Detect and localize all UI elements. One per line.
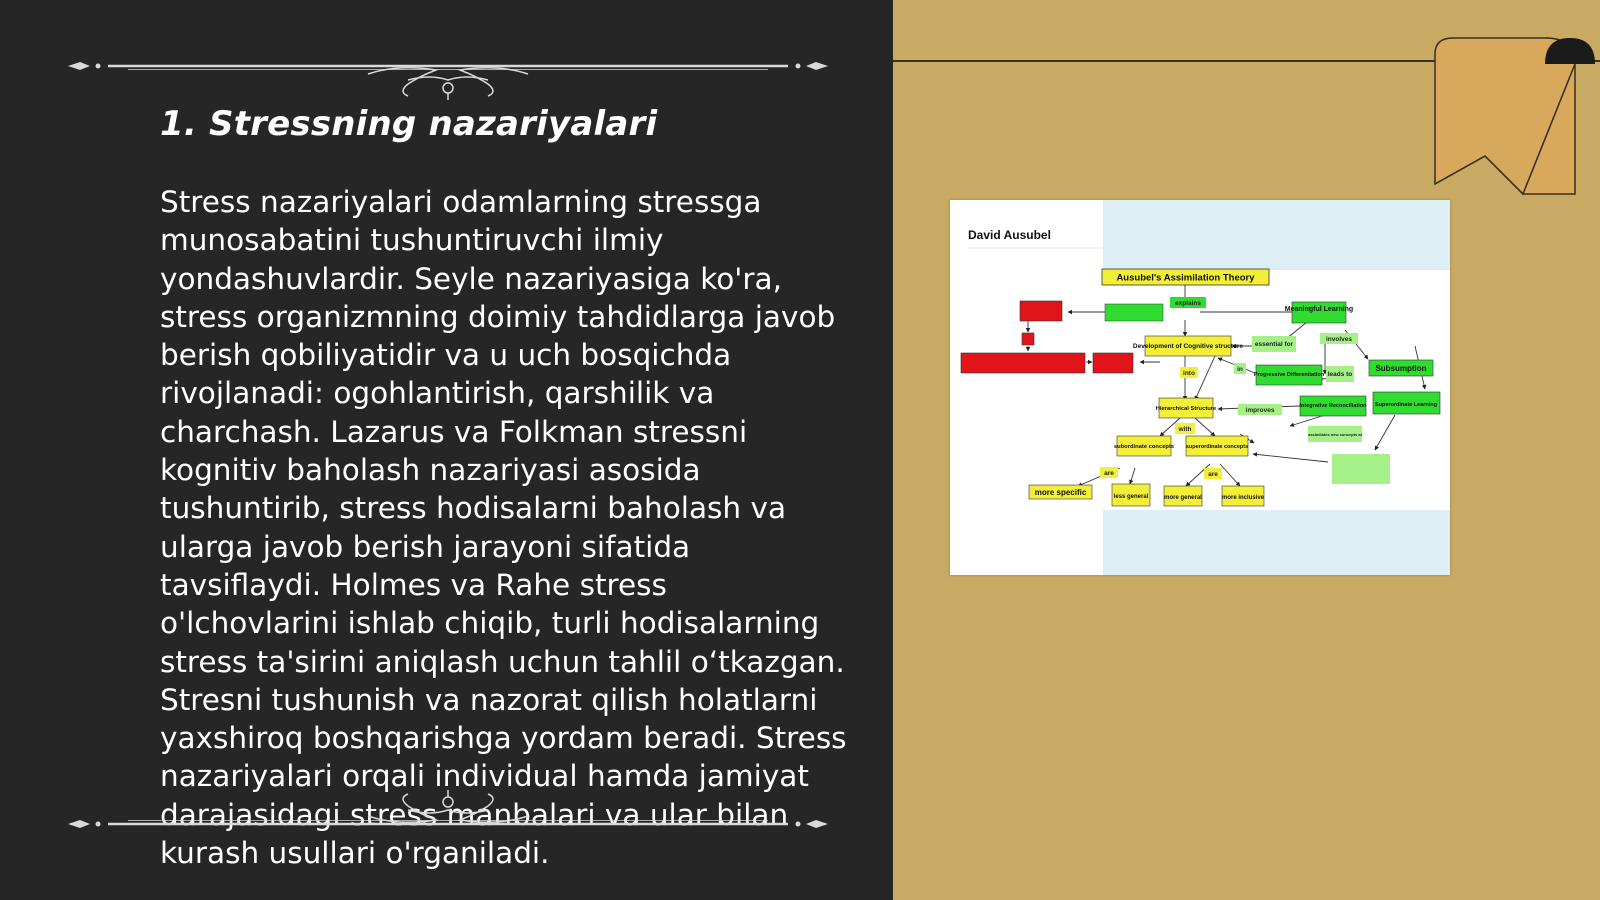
node-progressive: Progressive Differentiation [1253,372,1325,378]
edge-label-leads-to: leads to [1327,371,1353,378]
red-node-small [1022,333,1034,345]
node-superordinate-learning: Superordinate Learning [1374,402,1438,408]
edge-label-with: with [1178,426,1192,433]
edge-label-are-right: are [1208,471,1218,478]
green-node-distinguishes [1105,304,1163,321]
concept-map-image [950,200,1450,575]
slide-title: 1. Stressning nazariyalari [160,104,658,144]
node-subsumption: Subsumption [1375,364,1427,373]
node-superordinate-concepts: superordinate concepts [1185,444,1249,450]
red-node-rote [1020,301,1062,321]
edge-label-improves: improves [1245,407,1275,414]
node-more-general: more general [1164,495,1202,501]
edge-label-explains: explains [1174,300,1202,307]
edge-label-are-left: are [1104,470,1114,477]
diagram-caption: David Ausubel [968,228,1051,242]
edge-label-into: into [1183,370,1195,377]
edge-label-essential-for: essential for [1254,341,1294,348]
ornament-divider-bottom [68,782,828,832]
node-more-specific: more specific [1034,488,1087,497]
node-subordinate-concepts: subordinate concepts [1113,444,1175,450]
node-meaningful-learning: Meaningful Learning [1284,306,1354,313]
node-less-general: less general [1113,494,1149,500]
edge-label-in: in [1237,366,1243,373]
red-node-wide [961,353,1085,373]
bookmark-ribbon-icon [1425,34,1600,204]
edge-label-involves: involves [1325,336,1353,343]
node-integrative: Integrative Reconciliation [1299,403,1367,409]
edge-label-assimilates: assimilates new concepts at [1308,432,1362,437]
red-node-right [1093,353,1133,373]
node-more-inclusive: more inclusive [1221,495,1265,501]
ornament-divider-top [68,50,828,100]
node-hierarchical: Hierarchical Structure [1155,406,1217,412]
concept-map [950,200,1450,575]
node-development: Development of Cognitive structure [1132,343,1244,350]
diagram-title: Ausubel's Assimilation Theory [1116,272,1255,284]
slide-body-text: Stress nazariyalari odamlarning stressga munosabatini tushuntiruvchi ilmiy yondashuvlardir. Seyle nazariyasiga ko'ra, stress organizmning doimiy tahdidlarga javob berish qobiliyatidir va u uch bosqichda rivojlanadi: ogohlantirish, qarshilik va charchash. Lazarus va Folkman stressni kognitiv baholash nazariyasi asosida tushuntirib, stress hodisalarni baholash va ularga javob berish jarayoni sifatida tavsiflaydi. Holmes va Rahe stress o'lchovlarini ishlab chiqib, turli hodisalarning stress ta'sirini aniqlash uchun tahlil o‘tkazgan. Stresni tushunish va nazorat qilish holatlarni yaxshiroq boshqarishga yordam beradi. Stress nazariyalari orqali individual hamda jamiyat darajasidagi stress manbalari va ular bilan kurash usullari o'rganiladi. [160,185,847,871]
